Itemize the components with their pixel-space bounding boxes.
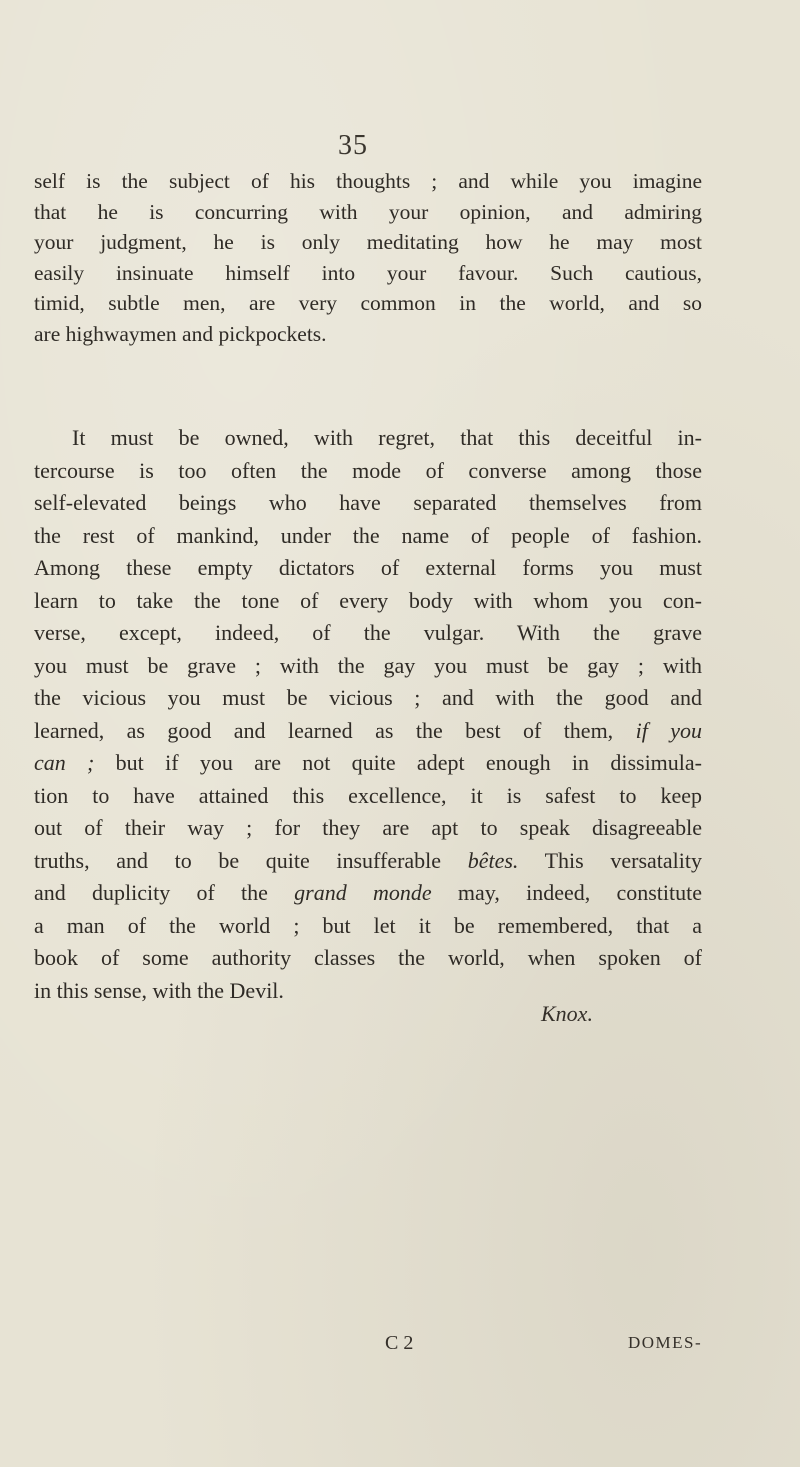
text-line: verse, except, indeed, of the vulgar. With the grave [34, 620, 702, 645]
text-line: book of some authority classes the world, when spoken of [34, 945, 702, 970]
paragraph-2 [34, 422, 702, 1007]
text-segment: and duplicity of the [34, 880, 295, 905]
text-line: in this sense, with the Devil. [34, 977, 284, 1003]
text-line: a man of the world ; but let it be remembered, that a [34, 912, 702, 938]
text-segment: learned, as good and learned as the best of them, [34, 717, 636, 743]
italic-text: if you [635, 717, 702, 743]
text-segment: This versatality [518, 847, 702, 873]
text-line: tercourse is too often the mode of converse among those [34, 457, 702, 483]
text-line: your judgment, he is only meditating how he may most [34, 230, 702, 255]
text-line: easily insinuate himself into your favour. Such cautious, [34, 260, 702, 285]
text-line [34, 877, 702, 910]
text-segment: truths, and to be quite insufferable [34, 847, 468, 873]
text-line [34, 715, 702, 748]
text-line: Among these empty dictators of external forms you must [34, 555, 702, 580]
text-line: self is the subject of his thoughts ; and while you imagine [34, 169, 702, 193]
italic-text: bêtes. [467, 847, 519, 873]
catchword: DOMES- [628, 1333, 703, 1352]
text-line [34, 747, 702, 780]
text-line: the vicious you must be vicious ; and with the good and [34, 685, 702, 710]
text-segment: but if you are not quite adept enough in dissimula- [94, 750, 702, 775]
text-line: that he is concurring with your opinion, and admiring [34, 199, 702, 224]
text-line: out of their way ; for they are apt to speak disagreeable [34, 815, 702, 840]
text-line: tion to have attained this excellence, it is safest to keep [34, 782, 702, 808]
signature-mark: C 2 [385, 1332, 414, 1354]
text-line: the rest of mankind, under the name of people of fashion. [34, 522, 702, 548]
italic-text: grand monde [294, 880, 432, 905]
author-attribution: Knox. [541, 1001, 593, 1026]
page-number: 35 [338, 130, 368, 161]
text-line: self-elevated beings who have separated themselves from [34, 490, 702, 515]
text-line: are highwaymen and pickpockets. [34, 321, 327, 346]
text-segment: may, indeed, constitute [431, 880, 703, 905]
text-line: timid, subtle men, are very common in the world, and so [34, 291, 702, 316]
text-line [34, 845, 702, 878]
text-line: learn to take the tone of every body with whom you con- [34, 587, 702, 613]
text-line: It must be owned, with regret, that this deceitful in- [72, 425, 702, 450]
italic-text: can ; [34, 750, 95, 775]
text-line: you must be grave ; with the gay you must be gay ; with [34, 652, 702, 678]
paragraph-1 [34, 166, 702, 350]
